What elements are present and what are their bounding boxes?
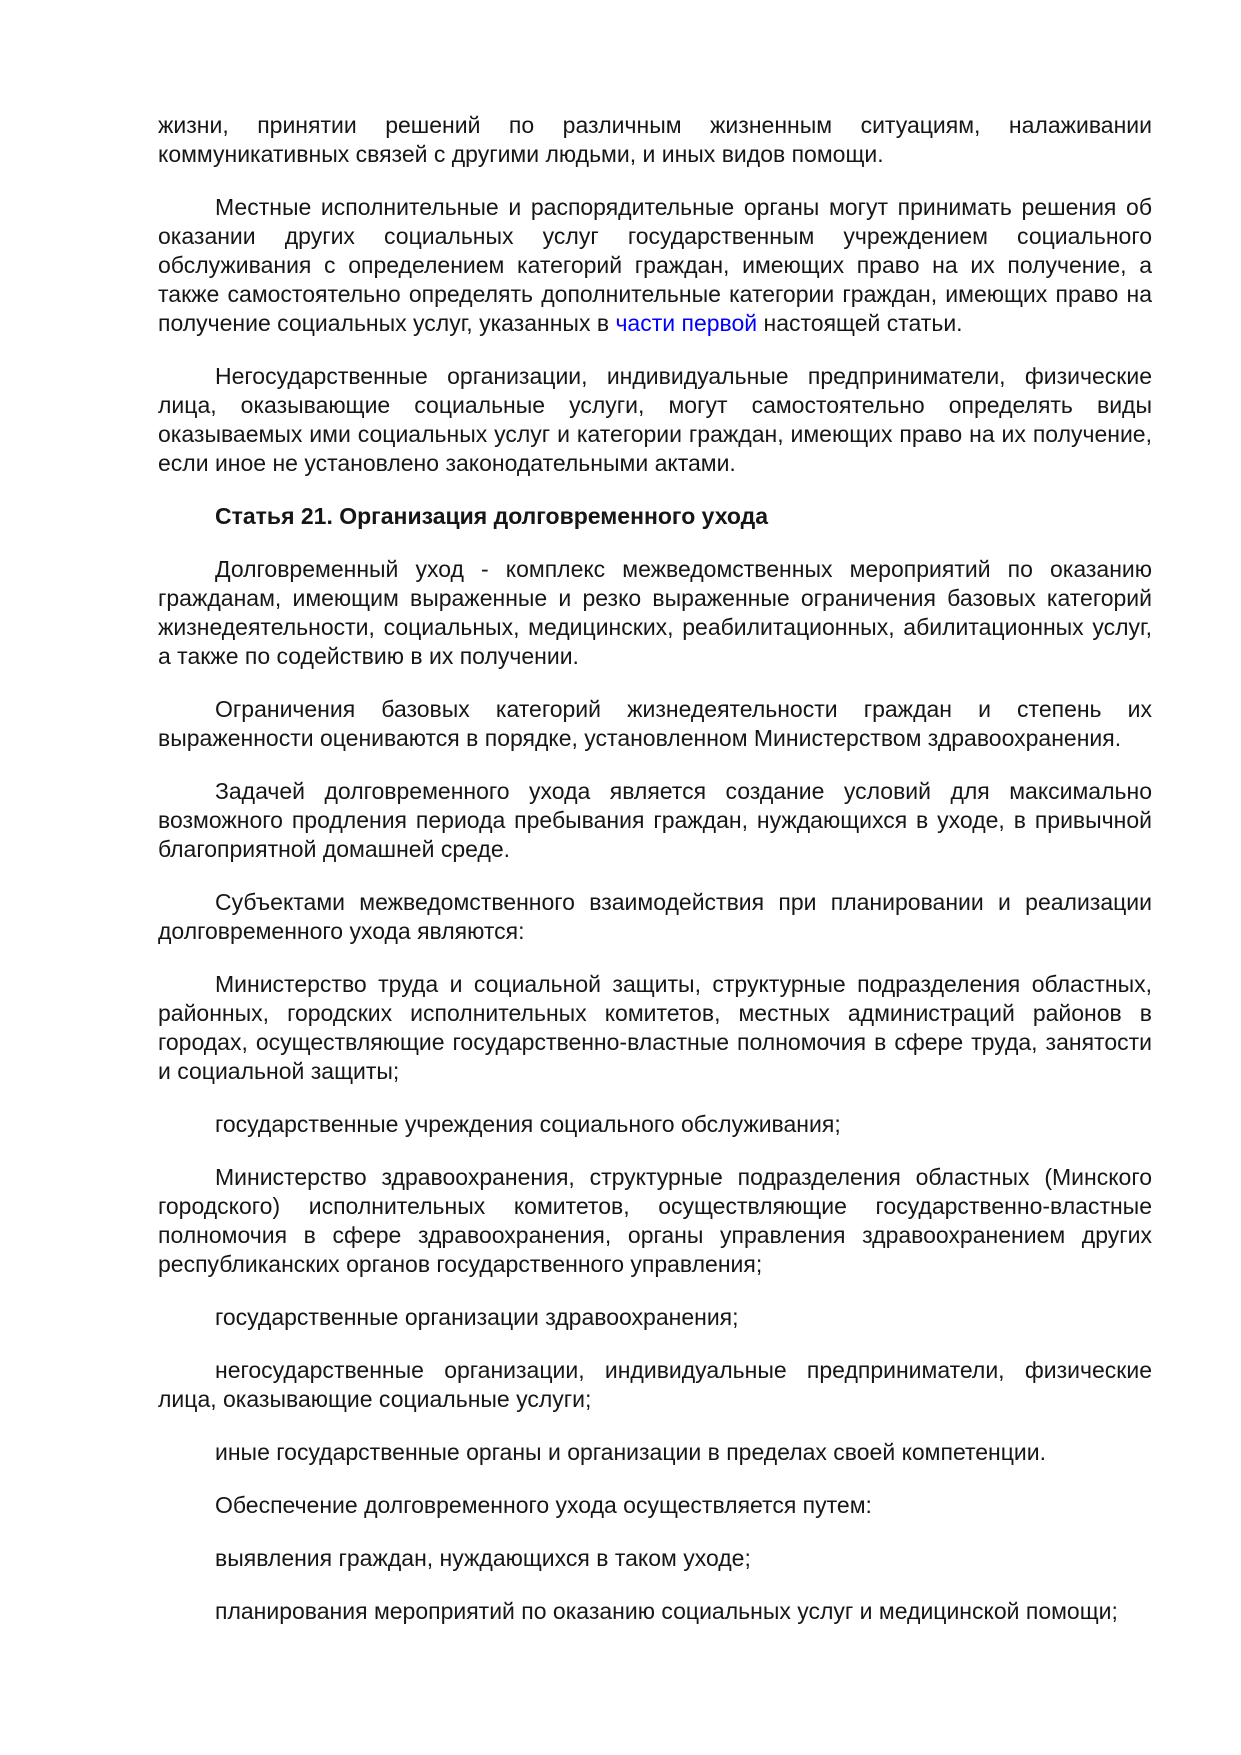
paragraph-other-state-bodies: иные государственные органы и организации в пределах своей компетенции. [215, 1439, 1047, 1465]
paragraph-identification-of-citizens: выявления граждан, нуждающихся в таком уходе; [215, 1545, 751, 1571]
part-one-link[interactable]: части первой [615, 310, 758, 336]
paragraph-longterm-care-definition: Долговременный уход - комплекс межведомственных мероприятий по оказанию гражданам, имеющим выраженные и резко выраженные ограничения базовых категорий жизнедеятельности, социальных, медицинских, реабилитационных, абилитационных услуг, а также по содействию в их получении. [158, 556, 1152, 669]
paragraph-non-state-providers: негосударственные организации, индивидуальные предприниматели, физические лица, оказывающие социальные услуги; [158, 1357, 1152, 1412]
paragraph-ministry-of-health: Министерство здравоохранения, структурные подразделения областных (Минского городского) исполнительных комитетов, осуществляющие государственно-властные полномочия в сфере здравоохранения, органы управления здравоохранением других республиканских органов государственного управления; [158, 1164, 1152, 1277]
paragraph-planning-of-services: планирования мероприятий по оказанию социальных услуг и медицинской помощи; [215, 1598, 1118, 1624]
paragraph-care-provision-intro: Обеспечение долговременного ухода осуществляется путем: [215, 1492, 872, 1518]
paragraph-text-before-link: Местные исполнительные и распорядительные органы могут принимать решения об оказании других социальных услуг государственным учреждением социального обслуживания с определением категорий граждан, имеющих право на их получение, а также самостоятельно определять дополнительные категории граждан, имеющих право на получение социальных услуг, указанных в [158, 194, 1152, 336]
paragraph-local-authorities [158, 193, 1152, 338]
paragraph-non-state-orgs: Негосударственные организации, индивидуальные предприниматели, физические лица, оказывающие социальные услуги, могут самостоятельно определять виды оказываемых ими социальных услуг и категории граждан, имеющих право на их получение, если иное не установлено законодательными актами. [158, 363, 1152, 476]
paragraph-text-after-link: настоящей статьи. [757, 310, 963, 336]
paragraph-interagency-subjects-intro: Субъектами межведомственного взаимодействия при планировании и реализации долговременного ухода являются: [158, 889, 1152, 944]
paragraph-ministry-of-labor: Министерство труда и социальной защиты, структурные подразделения областных, районных, городских исполнительных комитетов, местных администраций районов в городах, осуществляющие государственно-властные полномочия в сфере труда, занятости и социальной защиты; [158, 971, 1152, 1084]
paragraph-care-objective: Задачей долговременного ухода является создание условий для максимально возможного продления периода пребывания граждан, нуждающихся в уходе, в привычной благоприятной домашней среде. [158, 778, 1152, 862]
article-21-heading: Статья 21. Организация долговременного ухода [215, 503, 769, 529]
paragraph-state-health-orgs: государственные организации здравоохранения; [215, 1304, 739, 1330]
paragraph-continuation: жизни, принятии решений по различным жизненным ситуациям, налаживании коммуникативных связей с другими людьми, и иных видов помощи. [158, 112, 1152, 167]
paragraph-limitations-assessment: Ограничения базовых категорий жизнедеятельности граждан и степень их выраженности оцениваются в порядке, установленном Министерством здравоохранения. [158, 696, 1152, 751]
paragraph-state-social-institutions: государственные учреждения социального обслуживания; [215, 1111, 841, 1137]
